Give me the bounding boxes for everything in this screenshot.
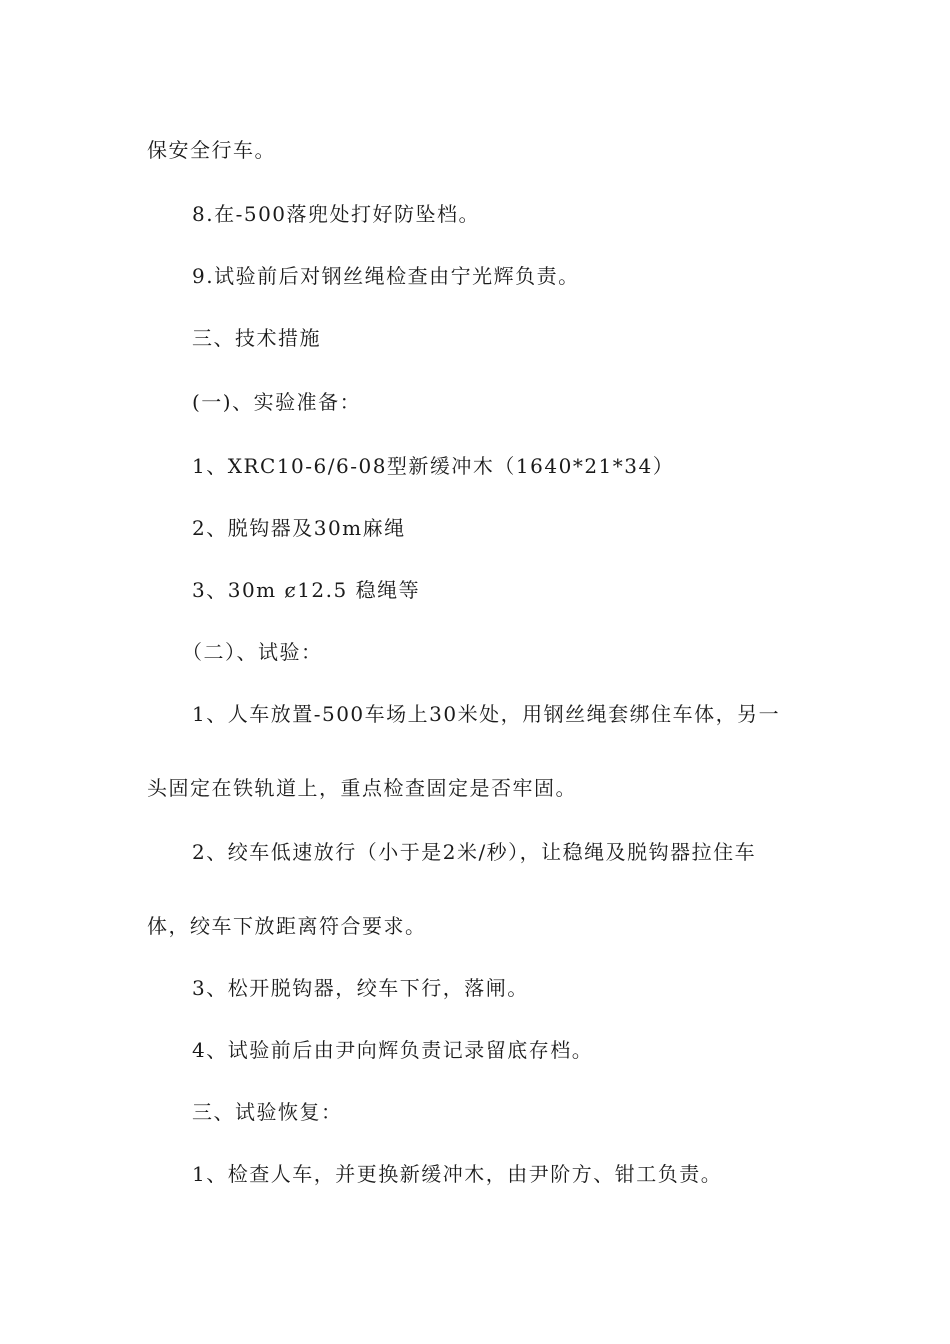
text-line-prep-1: 1、XRC10-6/6-08型新缓冲木（1640*21*34）	[192, 454, 675, 478]
text-line-continuation: 保安全行车。	[147, 138, 276, 162]
text-line-test-1a: 1、人车放置-500车场上30米处，用钢丝绳套绑住车体，另一	[192, 702, 781, 726]
section-heading-technical-measures: 三、技术措施	[192, 326, 321, 350]
subsection-heading-preparation: (一)、实验准备：	[192, 390, 362, 414]
section-heading-recovery: 三、试验恢复：	[192, 1100, 343, 1124]
text-line-prep-2: 2、脱钩器及30m麻绳	[192, 516, 406, 540]
text-line-recovery-1: 1、检查人车，并更换新缓冲木，由尹阶方、钳工负责。	[192, 1162, 723, 1186]
text-line-test-2b: 体，绞车下放距离符合要求。	[147, 914, 427, 938]
text-line-test-2a: 2、绞车低速放行（小于是2米/秒），让稳绳及脱钩器拉住车	[192, 840, 757, 864]
text-line-test-1b: 头固定在铁轨道上，重点检查固定是否牢固。	[147, 776, 577, 800]
text-line-item-8: 8.在-500落兜处打好防坠档。	[192, 202, 481, 226]
text-line-prep-3: 3、30m ȼ12.5 稳绳等	[192, 578, 421, 602]
text-line-item-9: 9.试验前后对钢丝绳检查由宁光辉负责。	[192, 264, 580, 288]
text-line-test-3: 3、松开脱钩器，绞车下行，落闸。	[192, 976, 529, 1000]
text-line-test-4: 4、试验前后由尹向辉负责记录留底存档。	[192, 1038, 594, 1062]
subsection-heading-test: （二）、试验：	[182, 640, 323, 664]
